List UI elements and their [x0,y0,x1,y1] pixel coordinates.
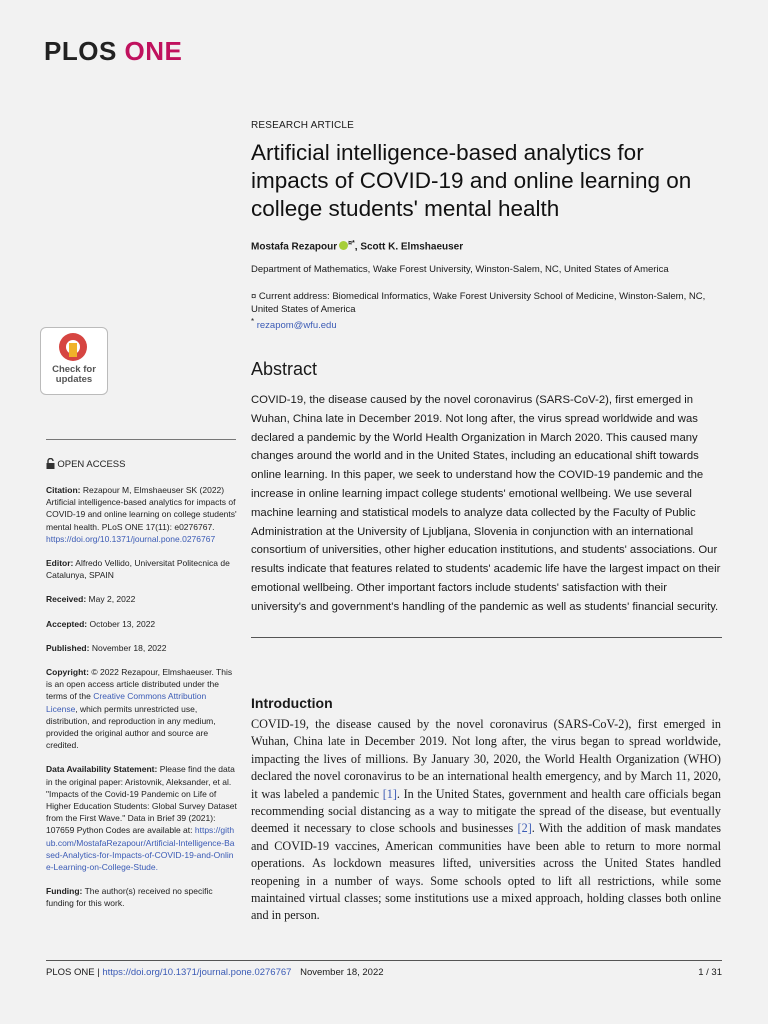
license-link[interactable]: Creative Commons Attribution License [46,691,207,714]
correspondence: * rezapom@wfu.edu [251,317,337,332]
author-list: Mostafa Rezapour ¤*, Scott K. Elmshaeuser [251,240,464,253]
abstract-text: COVID-19, the disease caused by the novel coronavirus (SARS-CoV-2), first emerged in Wuhan, China late in December 2019. Not long after, the virus spread worldwide and was declared a pandemic by the World Health Organization in March 2020. This caused many changes around the world and in the United States, including an educational shift towards online learning. In this paper, we seek to understand how the COVID-19 pandemic and the increase in online learning impact college students' emotional wellbeing. We use several machine learning and statistical models to analyze data collected by the Faculty of Public Administration at the University of Ljubljana, Slovenia in conjunction with an international consortium of universities, other higher education institutions, and students' associations. Our results indicate that features related to students' academic life have the largest impact on their emotional wellbeing. Other important factors include students' satisfaction with their university's and government's handling of the pandemic as well as students' financial security. [251,394,721,613]
published: Published: November 18, 2022 [46,642,167,653]
footer-divider [46,960,722,961]
email-link[interactable]: rezapom@wfu.edu [256,320,337,332]
introduction-text: COVID-19, the disease caused by the novel coronavirus (SARS-CoV-2), first emerged in Wuhan, China late in December 2019. Not long after, the virus began to spread worldwide, impacting the lives of millions. By January 30, 2020, the World Health Organization (WHO) declared the novel coronavirus to be an international health emergency, and by March 11, 2020, it was labeled a pandemic [1]. In the United States, government and health care officials began recommending social distancing as a way to mitigate the spread of the disease, but eventually deemed it necessary to close schools and businesses [2]. With the addition of mask mandates and COVID-19 vaccines, American communities have been able to return to more normal operations. As lockdown measures lifted, universities across the United States handled reopening in a number of ways. Some schools opted to lift all restrictions, while some maintained virtual classes; some institutions use a mixed approach, holding classes both online and in person. [251,717,722,923]
logo-one: ONE [124,36,183,66]
open-access [46,458,238,471]
footer-journal: PLOS ONE | [46,967,100,978]
data-availability: Data Availability Statement: Please find the data in the original paper: Aristovnik, Aleksander, et al. "Impacts of the Covid-19 Pandemic on Life of Higher Education Students: Global Survey Dataset from the First Wave." Data in Brief 39 (2021): 107659 Python Codes are available at: https://github.com/MostafaRezapour/Artificial-Intelligence-Based-Analytics-for-Impacts-of-COVID-19-and-Online-Learning-on-College-Stude. [46,764,237,873]
article-type: RESEARCH ARTICLE [251,120,355,131]
abstract-heading: Abstract [251,359,318,379]
sidebar-metadata [46,484,238,922]
reference-2[interactable]: [2] [517,821,532,836]
sidebar-divider [46,439,236,440]
accepted: Accepted: October 13, 2022 [46,618,156,629]
current-address: ¤ Current address: Biomedical Informatics, Wake Forest University School of Medicine, Winston-Salem, NC, United States of America [251,291,706,315]
author-1-marks: ¤* [348,240,355,247]
footer-doi-link[interactable]: https://doi.org/10.1371/journal.pone.0276767 [102,967,292,978]
page-number: 1 / 31 [698,967,722,978]
affiliation: Department of Mathematics, Wake Forest University, Winston-Salem, NC, United States of America [251,264,669,275]
logo-plos: PLOS [44,36,117,66]
introduction-heading: Introduction [251,695,333,711]
copyright: Copyright: © 2022 Rezapour, Elmshaeuser. This is an open access article distributed under the terms of the Creative Commons Attribution License, which permits unrestricted use, distribution, and reproduction in any medium, provided the original author and source are credited. [46,667,233,751]
footer-date: November 18, 2022 [300,967,384,978]
check-for-updates-badge[interactable] [40,327,108,395]
journal-logo[interactable] [44,36,182,67]
check-line1: Check for [52,364,96,375]
open-access-label: OPEN ACCESS [57,459,126,470]
check-line2: updates [55,374,93,385]
citation: Citation: Rezapour M, Elmshaeuser SK (2022) Artificial intelligence-based analytics for impacts of COVID-19 and online learning on college students' mental health. PLoS ONE 17(11): e0276767. https://doi.org/10.1371/journal.pone.0276767 [46,485,237,544]
github-link[interactable]: https://github.com/MostafaRezapour/Artificial-Intelligence-Based-Analytics-for-Impacts-of-COVID-19-and-Online-Learning-on-College-Stude. [46,825,235,873]
received: Received: May 2, 2022 [46,594,136,605]
reference-1[interactable]: [1] [382,786,397,801]
article-title: Artificial intelligence-based analytics for impacts of COVID-19 and online learning on college students' mental health [251,140,692,221]
editor: Editor: Alfredo Vellido, Universitat Politecnica de Catalunya, SPAIN [46,558,230,581]
page-footer [46,967,722,978]
author-2[interactable]: Scott K. Elmshaeuser [360,241,464,253]
orcid-icon[interactable] [339,241,348,250]
abstract-divider [251,637,722,638]
open-lock-icon [46,458,55,469]
citation-doi-link[interactable]: https://doi.org/10.1371/journal.pone.0276767 [46,533,216,544]
funding: Funding: The author(s) received no specific funding for this work. [46,886,213,909]
author-1[interactable]: Mostafa Rezapour [251,241,338,253]
